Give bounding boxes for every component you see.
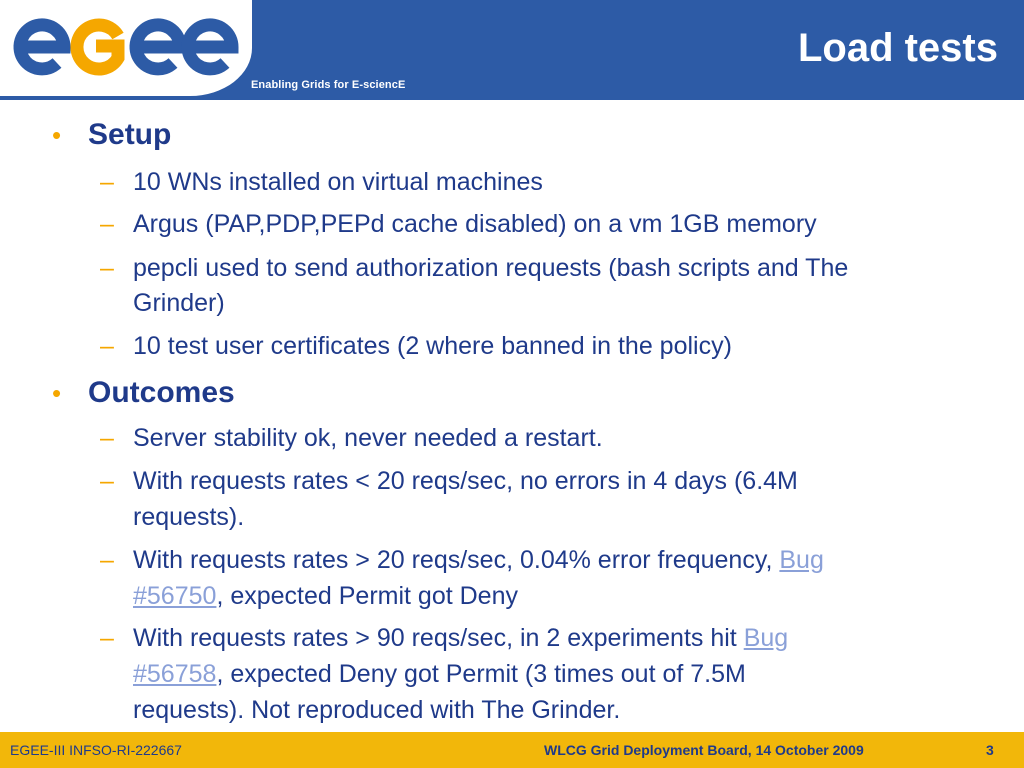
slide-footer xyxy=(0,732,1024,768)
dash: – xyxy=(100,210,114,238)
heading-outcomes: Outcomes xyxy=(88,376,235,409)
slide-content xyxy=(0,100,1024,730)
egee-logo xyxy=(10,10,240,80)
list-item: Argus (PAP,PDP,PEPd cache disabled) on a vm 1GB memory xyxy=(133,210,817,238)
bullet-setup: • xyxy=(52,120,62,150)
slide-header xyxy=(0,0,1024,100)
list-item: Server stability ok, never needed a restart. xyxy=(133,424,603,452)
footer-event: WLCG Grid Deployment Board, 14 October 2009 xyxy=(544,742,864,758)
list-item: 10 WNs installed on virtual machines xyxy=(133,168,543,196)
dash: – xyxy=(100,332,114,360)
dash: – xyxy=(100,424,114,452)
bug-link-56750-number[interactable]: #56750 xyxy=(133,582,217,610)
dash: – xyxy=(100,168,114,196)
footer-project-id: EGEE-III INFSO-RI-222667 xyxy=(10,742,182,758)
bug-link-56750[interactable]: Bug xyxy=(779,546,824,574)
tagline: Enabling Grids for E-sciencE xyxy=(251,79,406,91)
dash: – xyxy=(100,624,114,652)
list-item-continuation: requests). xyxy=(133,503,245,531)
bullet-outcomes: • xyxy=(52,378,62,408)
dash: – xyxy=(100,467,114,495)
dash: – xyxy=(100,254,114,282)
list-item xyxy=(133,620,998,656)
list-item-continuation: requests). Not reproduced with The Grinder. xyxy=(133,696,621,724)
item-text: , expected Deny got Permit (3 times out of 7.5M xyxy=(216,660,746,688)
bug-link-56758[interactable]: Bug xyxy=(743,624,789,652)
list-item-continuation xyxy=(133,656,998,692)
item-text: With requests rates > 90 reqs/sec, in 2 experiments hit xyxy=(133,624,744,652)
bug-link-56758-number[interactable]: #56758 xyxy=(133,660,217,688)
list-item-continuation xyxy=(133,578,998,614)
slide-title: Load tests xyxy=(797,26,998,70)
item-text: With requests rates > 20 reqs/sec, 0.04% error frequency, xyxy=(133,546,780,574)
list-item: pepcli used to send authorization requests (bash scripts and The xyxy=(133,254,849,282)
item-text: , expected Permit got Deny xyxy=(216,582,518,610)
heading-setup: Setup xyxy=(88,118,172,151)
list-item: 10 test user certificates (2 where banned in the policy) xyxy=(133,332,732,360)
list-item: With requests rates < 20 reqs/sec, no errors in 4 days (6.4M xyxy=(133,467,798,495)
list-item-continuation: Grinder) xyxy=(133,289,225,317)
dash: – xyxy=(100,546,114,574)
list-item xyxy=(133,542,998,578)
page-number: 3 xyxy=(986,742,994,758)
